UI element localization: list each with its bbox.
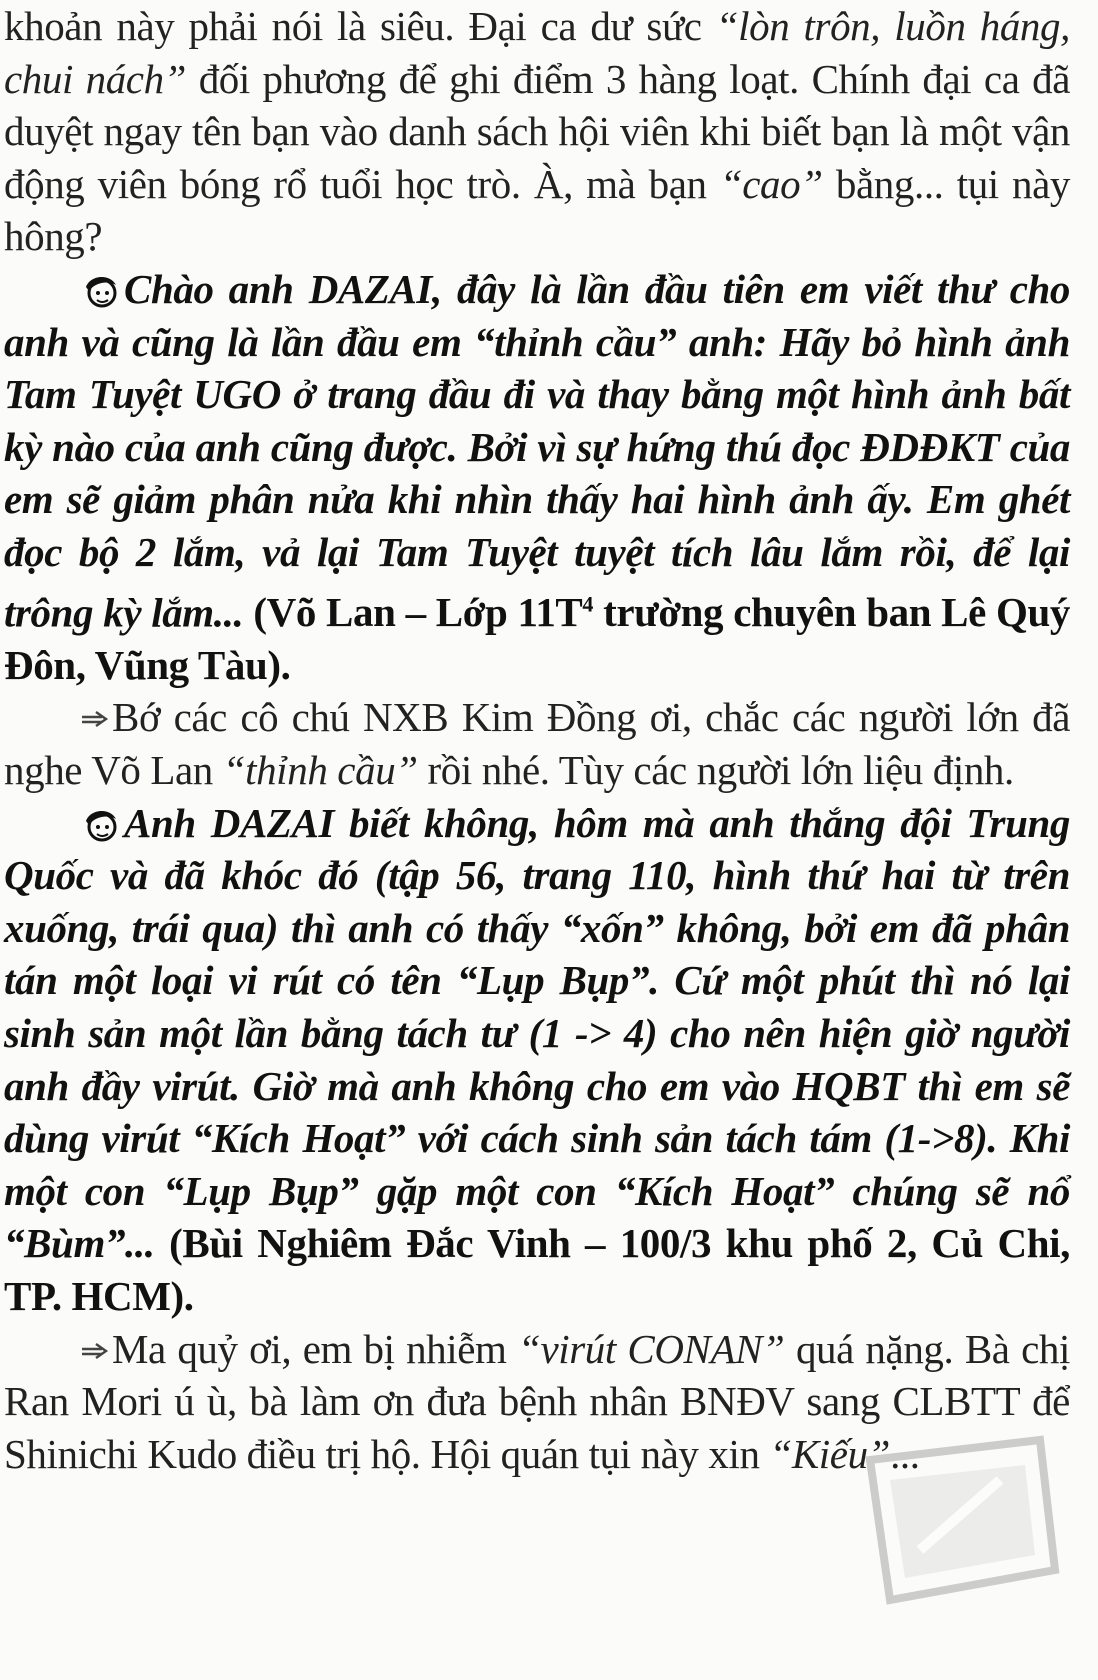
letter-body: Anh DAZAI biết không, hôm mà anh thắng đội Trung Quốc và đã khóc đó (tập 56, trang 110, hình thứ hai từ trên xuống, trái qua) thì anh có thấy “xốn” không, bởi em đã phân tán một loại vi rút có tên “Lụp Bụp”. Cứ một phút thì nó lại sinh sản một lần bằng tách tư (1 -> 4) cho nên hiện giờ người anh đầy virút. Giờ mà anh không cho em vào HQBT thì em sẽ dùng virút “Kích Hoạt” với cách sinh sản tách tám (1->8). Khi một con “Lụp Bụp” gặp một con “Kích Hoạt” chúng sẽ nổ “Bùm”... xyxy=(4,799,1070,1267)
reply-quote: “cao” xyxy=(719,160,823,207)
reply-text: ... xyxy=(890,1430,920,1477)
reply-paragraph-1 xyxy=(4,0,1070,263)
reader-face-icon xyxy=(80,273,120,309)
reply-text: quá nặng. Bà chị Ran Mori ú ù, bà làm ơn đưa bệnh nhân BNĐV sang CLBTT để Shinichi Kudo điều trị hộ. Hội quán tụi này xin xyxy=(4,1325,1070,1477)
reply-text: khoản này phải nói là siêu. Đại ca dư sức xyxy=(4,3,716,49)
reply-quote: “virút CONAN” xyxy=(518,1325,785,1372)
class-superscript: 4 xyxy=(582,591,593,617)
reply-text: Bớ các cô chú NXB Kim Đồng ơi, chắc các người lớn đã nghe Võ Lan xyxy=(4,694,1070,793)
reply-paragraph-2 xyxy=(4,691,1070,796)
signature-text: trường chuyên ban Lê Quý Đôn, Vũng Tàu). xyxy=(4,589,1070,688)
reader-face-icon xyxy=(80,807,120,843)
reply-text: Ma quỷ ơi, em bị nhiễm xyxy=(112,1325,519,1372)
reply-arrow-icon xyxy=(80,1341,110,1361)
letter-body: Chào anh DAZAI, đây là lần đầu tiên em viết thư cho anh và cũng là lần đầu em “thỉnh cầu” anh: Hãy bỏ hình ảnh Tam Tuyệt UGO ở trang đầu đi và thay bằng một hình ảnh bất kỳ nào của anh cũng được. Bởi vì sự hứng thú đọc ĐDĐKT của em sẽ giảm phân nửa khi nhìn thấy hai hình ảnh ấy. Em ghét đọc bộ 2 lắm, vả lại Tam Tuyệt tuyệt tích lâu lắm rồi, để lại trông kỳ lắm... xyxy=(4,265,1070,636)
reply-text: đối phương để ghi điểm 3 hàng loạt. Chính đại ca đã duyệt ngay tên bạn vào danh sách hội viên khi biết bạn là một vận động viên bóng rổ tuổi học trò. À, mà bạn xyxy=(4,55,1070,207)
mot-truyen-logo xyxy=(850,1420,1070,1620)
reader-letter-1 xyxy=(4,263,1070,691)
letter-signature: (Bùi Nghiêm Đắc Vinh – 100/3 khu phố 2, Củ Chi, TP. HCM). xyxy=(4,1220,1070,1319)
reply-text: bằng... tụi này hông? xyxy=(4,160,1070,260)
reply-quote: “Kiếu” xyxy=(769,1430,891,1477)
signature-text: (Võ Lan – Lớp 11T xyxy=(243,589,583,636)
reply-text: rồi nhé. Tùy các người lớn liệu định. xyxy=(417,746,1014,793)
reader-letter-2 xyxy=(4,797,1070,1323)
reply-quote: “lòn trôn, luồn háng, chui nách” xyxy=(4,3,1070,102)
reply-arrow-icon xyxy=(80,709,110,729)
reply-quote: “thỉnh cầu” xyxy=(222,746,418,793)
